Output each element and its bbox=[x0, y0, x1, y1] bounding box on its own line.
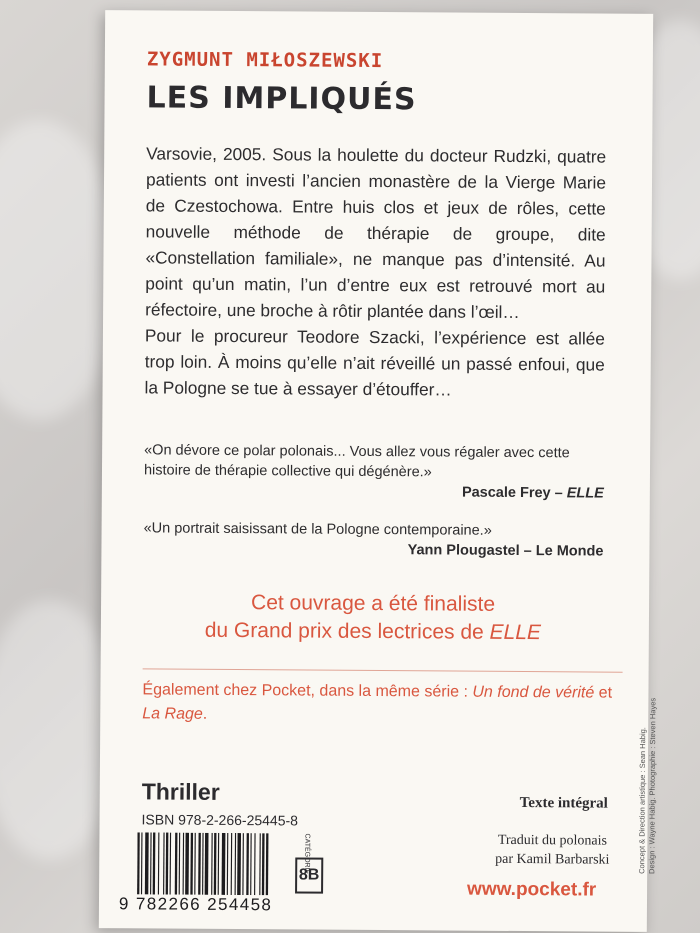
barcode-bar bbox=[175, 833, 178, 895]
barcode-bar bbox=[158, 832, 160, 894]
barcode-bar bbox=[185, 833, 189, 895]
award-line bbox=[143, 616, 603, 647]
barcode-bar bbox=[183, 833, 185, 895]
quote-attribution bbox=[144, 480, 604, 503]
synopsis-paragraph: Pour le procureur Teodore Szacki, l’expérience est allée trop loin. À moins qu’elle n’ait réveillé un passé enfoui, que la Pologne se tue à essayer d’étouffer… bbox=[144, 325, 605, 400]
barcode-bar bbox=[170, 833, 172, 895]
isbn: ISBN 978-2-266-25445-8 bbox=[141, 811, 299, 829]
barcode-bar bbox=[214, 833, 217, 895]
barcode-number: 9 782266 254458 bbox=[118, 894, 273, 915]
barcode-bar bbox=[237, 833, 241, 895]
quote-source: ELLE bbox=[566, 485, 604, 502]
barcode-bar bbox=[242, 833, 244, 895]
publisher-website: www.pocket.fr bbox=[467, 878, 597, 901]
award-magazine: ELLE bbox=[489, 620, 542, 645]
translator-line: Traduit du polonais bbox=[497, 832, 608, 849]
series-text: et bbox=[594, 684, 613, 702]
book-back-cover bbox=[99, 10, 658, 932]
barcode-bar bbox=[205, 833, 209, 895]
barcode-bar bbox=[179, 833, 181, 895]
review-quote bbox=[144, 440, 604, 503]
barcode-bar bbox=[150, 832, 152, 894]
review-quote bbox=[143, 518, 603, 561]
translator-line: par Kamil Barbarski bbox=[495, 851, 610, 868]
barcode-bar bbox=[194, 833, 196, 895]
design-credits bbox=[637, 644, 659, 874]
barcode-bar bbox=[231, 833, 233, 895]
barcode-bar bbox=[141, 832, 143, 894]
barcode-bar bbox=[262, 833, 265, 895]
credit-line: Concept & Direction artistique : Sean Habig. bbox=[637, 727, 648, 874]
barcode-bar bbox=[145, 832, 149, 894]
series-text: . bbox=[202, 705, 208, 723]
barcode-bar bbox=[218, 833, 220, 895]
genre-label: Thriller bbox=[141, 778, 220, 805]
series-note bbox=[142, 678, 622, 729]
quote-author: Pascale Frey – bbox=[461, 484, 567, 502]
translator-credit bbox=[487, 831, 617, 870]
series-title: La Rage bbox=[142, 705, 203, 723]
barcode-bar bbox=[266, 833, 269, 895]
price-category bbox=[295, 833, 335, 899]
barcode bbox=[119, 832, 310, 919]
barcode-bar bbox=[259, 833, 261, 895]
category-code: 8B bbox=[295, 857, 323, 893]
divider bbox=[143, 668, 623, 672]
quote-text: «Un portrait saisissant de la Pologne contemporaine.» bbox=[143, 520, 492, 539]
barcode-bars bbox=[137, 832, 307, 895]
author-name: ZYGMUNT MIŁOSZEWSKI bbox=[146, 48, 384, 73]
barcode-bar bbox=[254, 833, 256, 895]
series-title: Un fond de vérité bbox=[472, 683, 595, 702]
award-mention bbox=[143, 588, 603, 647]
barcode-bar bbox=[250, 833, 252, 895]
quote-attribution: Yann Plougastel – Le Monde bbox=[407, 542, 604, 560]
barcode-bar bbox=[246, 833, 249, 895]
barcode-bar bbox=[163, 833, 165, 895]
book-title: LES IMPLIQUÉS bbox=[146, 80, 417, 118]
barcode-bar bbox=[211, 833, 213, 895]
barcode-bar bbox=[166, 833, 169, 895]
award-text: du Grand prix des lectrices de bbox=[204, 618, 490, 644]
barcode-bar bbox=[227, 833, 229, 895]
synopsis-paragraph: Varsovie, 2005. Sous la houlette du docteur Rudzki, quatre patients ont investi l’ancien monastère de la Vierge Marie de Czestochowa. Entre huis clos et jeux de rôles, cette nouvelle méthode de thérapie de groupe, dite «Constellation familiale», ne manque pas d’intensité. Au point qu’un matin, l’un d’entre eux est retrouvé mort au réfectoire, une broche à rôtir plantée dans l’œil… bbox=[145, 143, 607, 322]
edition-label: Texte intégral bbox=[519, 795, 608, 812]
barcode-bar bbox=[153, 832, 156, 894]
barcode-bar bbox=[235, 833, 237, 895]
credit-line: Design : Wayne Habig. Photographie : Steven Hayes bbox=[647, 697, 658, 874]
quote-text: «On dévore ce polar polonais... Vous allez vous régaler avec cette histoire de thérapie collective qui dégénère.» bbox=[143, 442, 570, 481]
barcode-bar bbox=[137, 832, 140, 894]
barcode-bar bbox=[222, 833, 226, 895]
barcode-bar bbox=[190, 833, 193, 895]
synopsis bbox=[144, 140, 606, 403]
barcode-bar bbox=[198, 833, 201, 895]
category-label: CATÉGORIE bbox=[303, 833, 311, 875]
series-text: Également chez Pocket, dans la même série : bbox=[142, 681, 473, 701]
barcode-bar bbox=[202, 833, 204, 895]
award-line: Cet ouvrage a été finaliste bbox=[250, 591, 496, 616]
